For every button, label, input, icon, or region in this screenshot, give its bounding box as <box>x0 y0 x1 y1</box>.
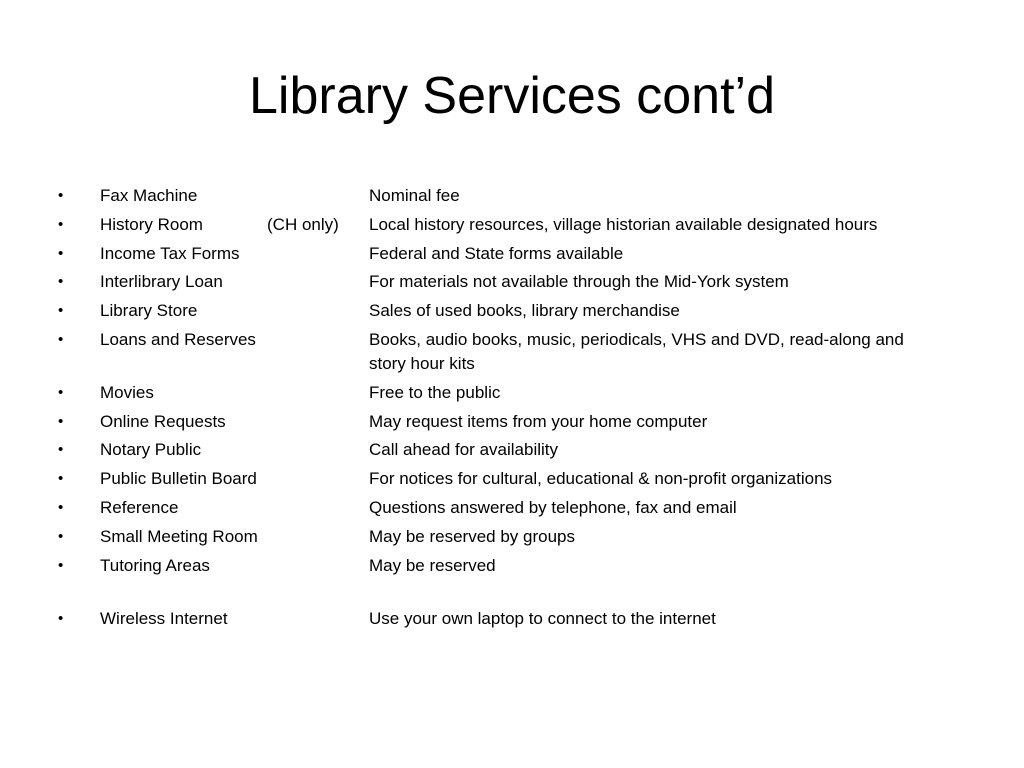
service-description: Federal and State forms available <box>369 243 624 263</box>
service-name: Small Meeting Room <box>100 526 258 546</box>
bullet: • <box>58 498 64 516</box>
service-name: History Room <box>100 214 203 234</box>
bullet: • <box>58 330 64 348</box>
list-item-income-tax-forms <box>58 242 958 266</box>
service-description: Questions answered by telephone, fax and email <box>369 497 737 517</box>
service-description: Free to the public <box>369 382 501 402</box>
service-description: Nominal fee <box>369 186 460 205</box>
service-name: Online Requests <box>100 411 226 431</box>
service-description: May be reserved by groups <box>369 526 575 546</box>
service-description: Use your own laptop to connect to the internet <box>369 608 716 628</box>
service-name: Income Tax Forms <box>100 243 240 263</box>
bullet: • <box>58 441 64 459</box>
bullet: • <box>58 609 64 627</box>
service-name: Interlibrary Loan <box>100 272 223 292</box>
service-description: Books, audio books, music, periodicals, VHS and DVD, read-along and story hour kits <box>369 329 904 373</box>
list-item-reference <box>58 496 958 520</box>
service-name: Notary Public <box>100 440 202 460</box>
service-name: Movies <box>100 382 154 402</box>
bullet: • <box>58 215 64 233</box>
bullet: • <box>58 273 64 291</box>
service-note: (CH only) <box>267 214 339 234</box>
bullet: • <box>58 556 64 574</box>
services-list <box>58 184 958 635</box>
service-name: Tutoring Areas <box>100 555 210 575</box>
service-description: May request items from your home computer <box>369 411 708 431</box>
list-item-online-requests <box>58 410 958 434</box>
service-name: Public Bulletin Board <box>100 469 257 489</box>
service-description: May be reserved <box>369 555 496 575</box>
list-item-public-bulletin-board <box>58 467 958 491</box>
list-item-loans-and-reserves <box>58 328 958 376</box>
slide-title: Library Services cont’d <box>249 67 775 125</box>
bullet: • <box>58 302 64 320</box>
bullet: • <box>58 383 64 401</box>
service-name: Fax Machine <box>100 186 198 205</box>
list-item-tutoring-areas <box>58 554 958 578</box>
service-name: Loans and Reserves <box>100 329 256 349</box>
bullet: • <box>58 412 64 430</box>
service-name: Library Store <box>100 301 198 321</box>
service-description: For notices for cultural, educational & non-profit organizations <box>369 469 833 489</box>
bullet: • <box>58 470 64 488</box>
service-name: Wireless Internet <box>100 608 228 628</box>
list-item-library-store <box>58 299 958 323</box>
bullet: • <box>58 527 64 545</box>
list-item-fax-machine <box>58 184 958 208</box>
list-item-notary-public <box>58 438 958 462</box>
service-description: Call ahead for availability <box>369 440 558 460</box>
list-item-wireless-internet <box>58 607 958 631</box>
list-item-interlibrary-loan <box>58 270 958 294</box>
service-name: Reference <box>100 497 179 517</box>
service-description: For materials not available through the Mid-York system <box>369 272 789 292</box>
list-item-small-meeting-room <box>58 525 958 549</box>
bullet: • <box>58 244 64 262</box>
list-item-history-room <box>58 213 958 237</box>
service-description: Sales of used books, library merchandise <box>369 301 680 321</box>
service-description: Local history resources, village historian available designated hours <box>369 214 878 234</box>
list-item-movies <box>58 381 958 405</box>
bullet: • <box>58 187 64 204</box>
